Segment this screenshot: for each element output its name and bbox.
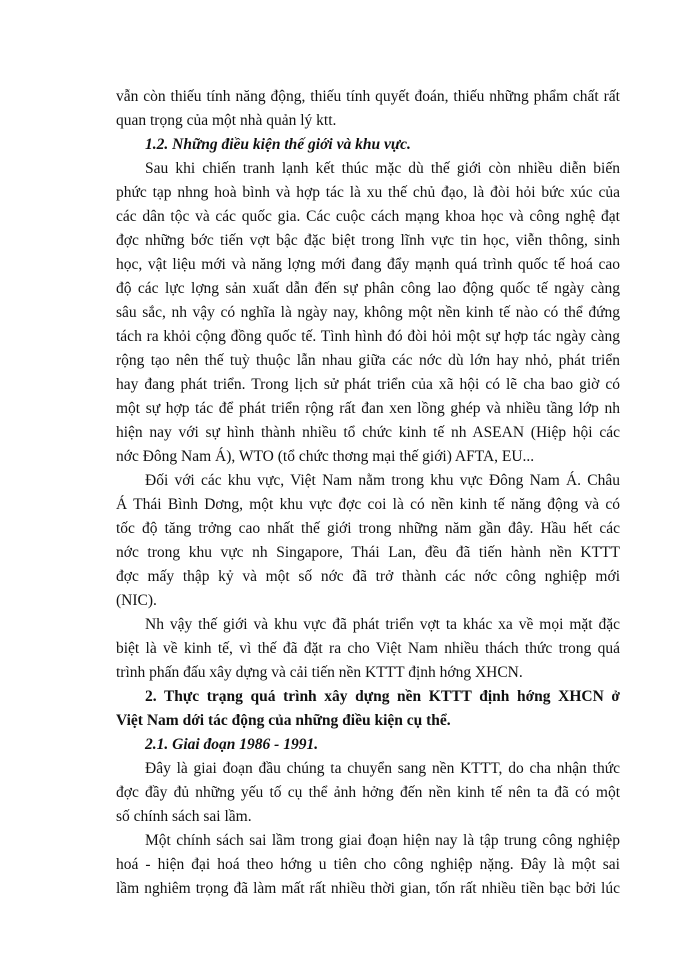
text-line: hoá - hiện đại hoá theo hớng u tiên cho công nghiệp nặng. Đây là một sai	[116, 856, 620, 873]
text-line: hay đang phát triển. Trong lịch sử phát triển của xã hội có lẽ cha bao giờ có	[116, 376, 620, 393]
text-line: phức tạp nhng hoà bình và hợp tác là xu thế chủ đạo, là đòi hỏi bức xúc của	[116, 184, 620, 201]
paragraph-summary	[116, 613, 620, 685]
section-heading-2-1	[116, 733, 620, 757]
text-line: sâu sắc, nh vậy có nghĩa là ngày nay, không một nền kinh tế nào có thể đứng	[116, 304, 620, 321]
text-line: Sau khi chiến tranh lạnh kết thúc mặc dù thế giới còn nhiều diễn biến	[145, 160, 620, 177]
text-line: số chính sách sai lầm.	[116, 808, 252, 825]
text-line: nớc trong khu vực nh Singapore, Thái Lan, đều đã tiến hành nền KTTT	[116, 544, 620, 561]
paragraph-intro-continuation	[116, 85, 620, 133]
text-line: nớc Đông Nam Á), WTO (tổ chức thơng mại thế giới) AFTA, EU...	[116, 448, 535, 465]
section-heading-2	[116, 685, 620, 733]
heading-line: Việt Nam dới tác động của những điều kiện cụ thể.	[116, 712, 451, 729]
text-line: một sự hợp tác để phát triển rộng rất đan xen lồng ghép và nhiều tầng lớp nh	[116, 400, 620, 417]
text-line: Nh vậy thế giới và khu vực đã phát triển vợt ta khác xa về mọi mặt đặc	[145, 616, 620, 633]
text-line: đợc mấy thập kỷ và một số nớc đã trở thành các nớc công nghiệp mới	[116, 568, 620, 585]
text-line: các dân tộc và các quốc gia. Các cuộc cách mạng khoa học và công nghệ đạt	[116, 208, 620, 225]
text-line: rộng tạo nên thế tuỳ thuộc lẫn nhau giữa các nớc dù lớn hay nhỏ, phát triển	[116, 352, 620, 369]
text-line: đợc những bớc tiến vợt bậc đặc biệt trong lĩnh vực tin học, viễn thông, sinh	[116, 232, 620, 249]
heading-line: 1.2. Những điều kiện thế giới và khu vực.	[145, 136, 411, 153]
text-line: Á Thái Bình Dơng, một khu vực đợc coi là có nền kinh tế năng động và có	[116, 496, 620, 513]
paragraph-world-conditions	[116, 157, 620, 469]
paragraph-policy-mistake	[116, 829, 620, 901]
text-line: học, vật liệu mới và năng lợng mới đang đẩy mạnh quá trình quốc tế hoá cao	[116, 256, 620, 273]
text-line: Đối với các khu vực, Việt Nam nằm trong khu vực Đông Nam Á. Châu	[145, 472, 620, 489]
heading-line: 2. Thực trạng quá trình xây dựng nền KTTT định hớng XHCN ở	[145, 688, 620, 705]
text-line: (NIC).	[116, 592, 157, 609]
text-line: đợc đầy đủ những yếu tố cụ thể ảnh hởng đến nền kinh tế nên ta đã có một	[116, 784, 620, 801]
text-line: độ các lực lợng sản xuất dẫn đến sự phân công lao động quốc tế ngày càng	[116, 280, 620, 297]
text-line: Một chính sách sai lầm trong giai đoạn hiện nay là tập trung công nghiệp	[145, 832, 620, 849]
text-line: quan trọng của một nhà quản lý ktt.	[116, 112, 337, 129]
text-line: hiện nay với sự hình thành nhiều tổ chức kinh tế nh ASEAN (Hiệp hội các	[116, 424, 620, 441]
text-line: lầm nghiêm trọng đã làm mất rất nhiều thời gian, tốn rất nhiều tiền bạc bởi lúc	[116, 880, 620, 897]
paragraph-regional-conditions	[116, 469, 620, 613]
text-line: biệt là về kinh tế, vì thế đã đặt ra cho Việt Nam nhiều thách thức trong quá	[116, 640, 620, 657]
heading-line: 2.1. Giai đoạn 1986 - 1991.	[145, 736, 319, 753]
text-line: tốc độ tăng trởng cao nhất thế giới trong những năm gần đây. Hầu hết các	[116, 520, 620, 537]
text-line: vẫn còn thiếu tính năng động, thiếu tính quyết đoán, thiếu những phẩm chất rất	[116, 88, 620, 105]
paragraph-early-period	[116, 757, 620, 829]
text-line: Đây là giai đoạn đầu chúng ta chuyển sang nền KTTT, do cha nhận thức	[145, 760, 620, 777]
text-line: trình phấn đấu xây dựng và cải tiến nền KTTT định hớng XHCN.	[116, 664, 523, 681]
text-line: tách ra khỏi cộng đồng quốc tế. Tình hình đó đòi hỏi một sự hợp tác ngày càng	[116, 328, 620, 345]
section-heading-1-2	[116, 133, 620, 157]
